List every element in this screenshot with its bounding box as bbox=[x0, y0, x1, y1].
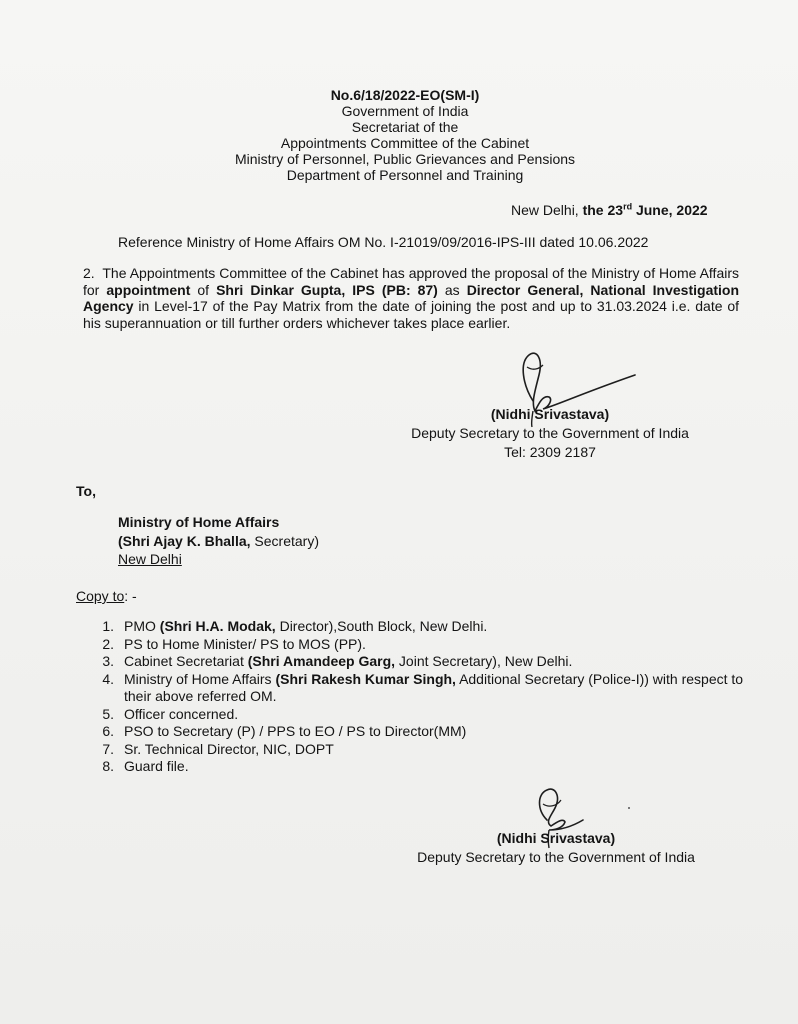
approval-paragraph: 2. The Appointments Committee of the Cabinet has approved the proposal of the Ministry of Home Affairs for appointment of Shri Dinkar Gupta, IPS (PB: 87) as Director General, National Investigation Agency in Level-17 of the Pay Matrix from the date of joining the post and up to 31.03.2024 i.e. date of his superannuation or till further orders whichever takes place earlier. bbox=[83, 265, 740, 331]
list-item: 1. PMO (Shri H.A. Modak, Director),South Block, New Delhi. bbox=[102, 618, 488, 634]
list-item: 4. Ministry of Home Affairs (Shri Rakesh Kumar Singh, Additional Secretary (Police-I)) with respect to their above referred OM. bbox=[102, 670, 744, 704]
list-item: 8. Guard file. bbox=[102, 758, 189, 774]
header-line-1: Government of India bbox=[341, 103, 469, 119]
signature-block-2 bbox=[398, 829, 714, 867]
addressee-officer: (Shri Ajay K. Bhalla, Secretary) bbox=[118, 532, 319, 549]
letter-date bbox=[511, 202, 708, 218]
list-item: 6. PSO to Secretary (P) / PPS to EO / PS to Director(MM) bbox=[102, 723, 467, 739]
list-item: 3. Cabinet Secretariat (Shri Amandeep Garg, Joint Secretary), New Delhi. bbox=[102, 653, 573, 669]
list-item: 2. PS to Home Minister/ PS to MOS (PP). bbox=[102, 635, 366, 652]
to-label: To, bbox=[76, 483, 96, 499]
header-line-3: Appointments Committee of the Cabinet bbox=[280, 135, 530, 151]
signatory-designation: Deputy Secretary to the Government of India bbox=[411, 425, 689, 441]
letter-header bbox=[200, 87, 610, 183]
header-line-4: Ministry of Personnel, Public Grievances and Pensions bbox=[234, 151, 576, 167]
paragraph-number: 2. bbox=[83, 265, 95, 281]
signatory-telephone: Tel: 2309 2187 bbox=[504, 444, 596, 460]
signatory-designation: Deputy Secretary to the Government of India bbox=[417, 849, 695, 865]
signature-block-1 bbox=[395, 405, 705, 462]
list-item: 7. Sr. Technical Director, NIC, DOPT bbox=[102, 740, 334, 757]
list-item: 5. Officer concerned. bbox=[102, 705, 239, 722]
signatory-name: (Nidhi Srivastava) bbox=[490, 406, 610, 422]
signatory-name: (Nidhi Srivastava) bbox=[496, 830, 616, 846]
appointee-name: Shri Dinkar Gupta, IPS (PB: 87) bbox=[216, 281, 438, 298]
header-line-5: Department of Personnel and Training bbox=[286, 167, 524, 183]
addressee-city: New Delhi bbox=[118, 551, 182, 567]
date-place: New Delhi, bbox=[511, 202, 579, 218]
addressee-ministry: Ministry of Home Affairs bbox=[118, 514, 280, 530]
file-number: No.6/18/2022-EO(SM-I) bbox=[330, 87, 480, 103]
reference-line: Reference Ministry of Home Affairs OM No. I-21019/09/2016-IPS-III dated 10.06.2022 bbox=[118, 234, 649, 250]
copy-to-list bbox=[92, 618, 752, 776]
copy-to-label: Copy to: - bbox=[76, 588, 137, 604]
date-day: the 23rd June, 2022 bbox=[582, 201, 708, 218]
addressee-block bbox=[118, 513, 319, 569]
header-line-2: Secretariat of the bbox=[351, 119, 459, 135]
appointed-post: Director General, National Investigation Agency bbox=[83, 281, 740, 314]
